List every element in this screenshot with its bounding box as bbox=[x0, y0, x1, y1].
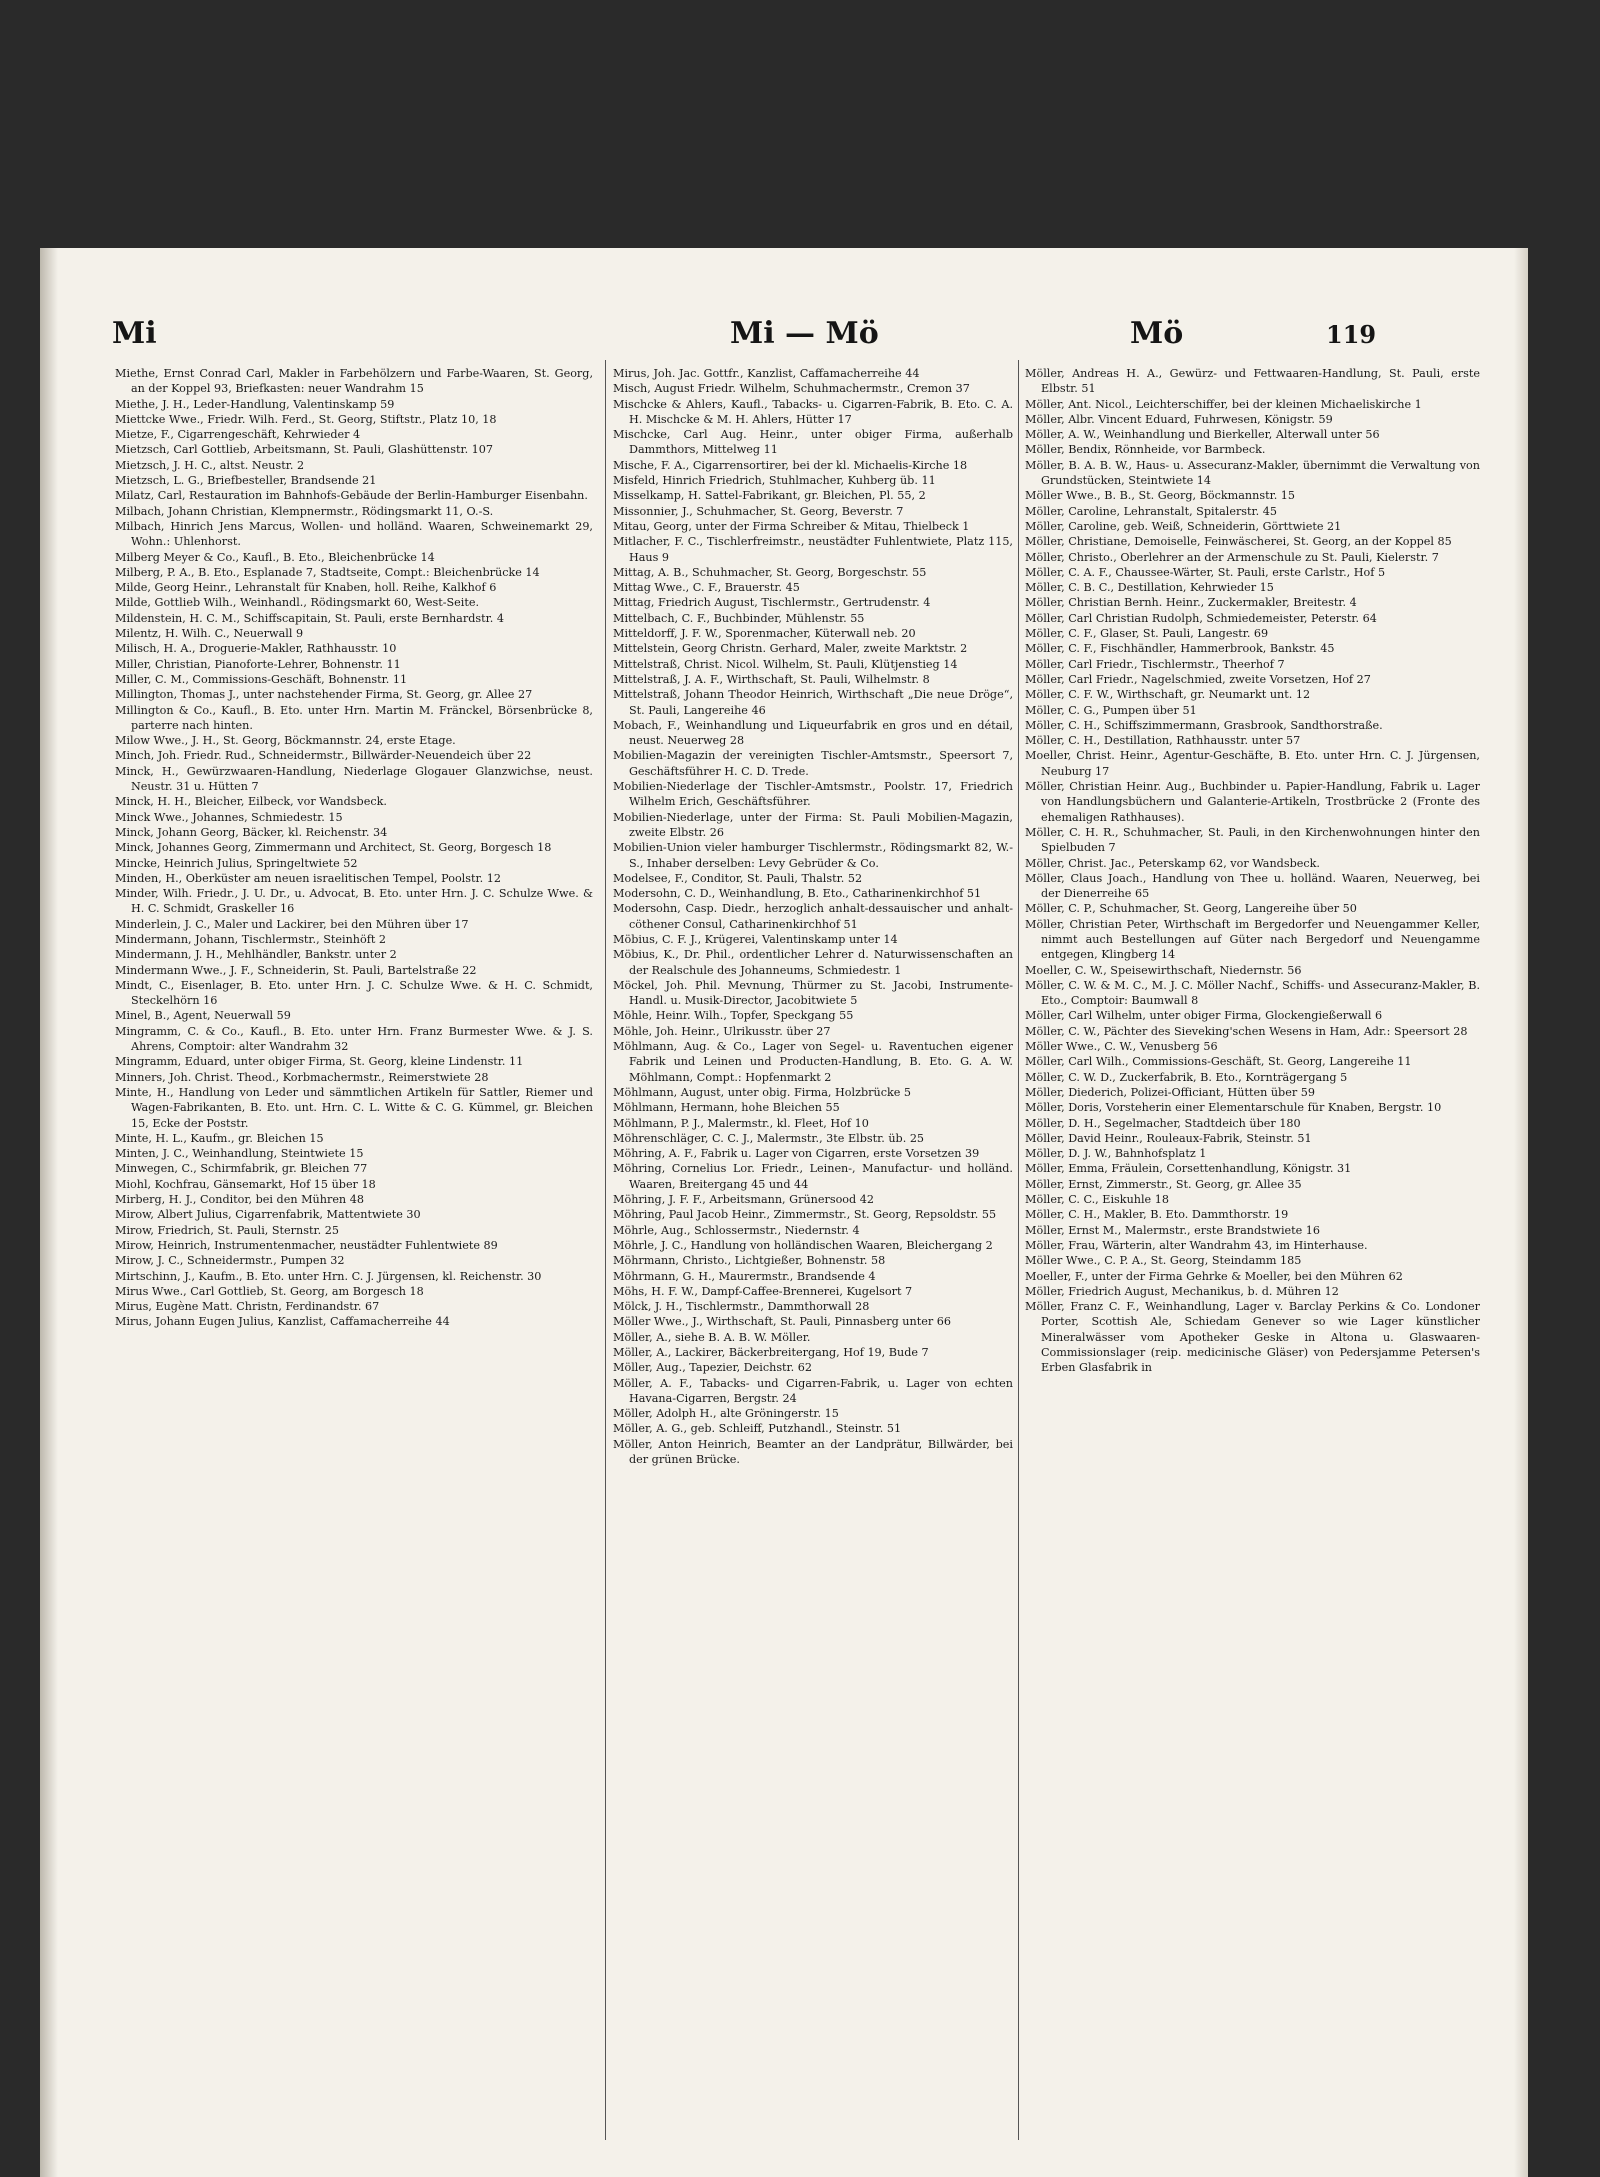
directory-entry: Möller, Christo., Oberlehrer an der Armenschule zu St. Pauli, Kielerstr. 7 bbox=[1025, 550, 1439, 564]
directory-entry: Möller, Carl Friedr., Nagelschmied, zweite Vorsetzen, Hof 27 bbox=[1025, 672, 1371, 686]
directory-entry: Mincke, Heinrich Julius, Springeltwiete 52 bbox=[115, 856, 358, 870]
directory-entry: Minwegen, C., Schirmfabrik, gr. Bleichen 77 bbox=[115, 1162, 368, 1176]
directory-entry: Möller Wwe., B. B., St. Georg, Böckmannstr. 15 bbox=[1025, 489, 1296, 503]
directory-entry: Mitteldorff, J. F. W., Sporenmacher, Küterwall neb. 20 bbox=[613, 627, 916, 641]
directory-entry: Möller, Christiane, Demoiselle, Feinwäscherei, St. Georg, an der Koppel 85 bbox=[1025, 535, 1452, 549]
directory-entry: Mildenstein, H. C. M., Schiffscapitain, St. Pauli, erste Bernhardstr. 4 bbox=[115, 611, 504, 625]
directory-entry: Möller, Carl Wilhelm, unter obiger Firma, Glockengießerwall 6 bbox=[1025, 1009, 1383, 1023]
directory-entry: Möller, A., siehe B. A. B. W. Möller. bbox=[613, 1330, 811, 1344]
directory-entry: Mitau, Georg, unter der Firma Schreiber & Mitau, Thielbeck 1 bbox=[613, 519, 970, 533]
directory-entry: Möller Wwe., C. W., Venusberg 56 bbox=[1025, 1040, 1218, 1054]
directory-entry: Möller, Caroline, geb. Weiß, Schneiderin, Görttwiete 21 bbox=[1025, 519, 1342, 533]
directory-entry: Mittelbach, C. F., Buchbinder, Mühlenstr. 55 bbox=[613, 611, 865, 625]
directory-entry: Mobilien-Magazin der vereinigten Tischler-Amtsmstr., Speersort 7, Geschäftsführer H. C. D. Trede. bbox=[613, 749, 1013, 778]
directory-entry: Möhlmann, P. J., Malermstr., kl. Fleet, Hof 10 bbox=[613, 1116, 869, 1130]
directory-entry: Möller, C. F. W., Wirthschaft, gr. Neumarkt unt. 12 bbox=[1025, 688, 1311, 702]
directory-entry: Mietzsch, L. G., Briefbesteller, Brandsende 21 bbox=[115, 474, 377, 488]
directory-entry: Möller, C. A. F., Chaussee-Wärter, St. Pauli, erste Carlstr., Hof 5 bbox=[1025, 565, 1386, 579]
directory-entry: Mischcke & Ahlers, Kaufl., Tabacks- u. Cigarren-Fabrik, B. Eto. C. A. H. Mischcke & M. H. Ahlers, Hütter 17 bbox=[613, 397, 1013, 426]
directory-entry: Möhrmann, G. H., Maurermstr., Brandsende 4 bbox=[613, 1269, 876, 1283]
directory-entry: Möhring, Paul Jacob Heinr., Zimmermstr., St. Georg, Repsoldstr. 55 bbox=[613, 1208, 997, 1222]
directory-entry: Mirow, Albert Julius, Cigarrenfabrik, Mattentwiete 30 bbox=[115, 1208, 421, 1222]
directory-entry: Möller, Ernst M., Malermstr., erste Brandstwiete 16 bbox=[1025, 1223, 1321, 1237]
directory-entry: Möller, Friedrich August, Mechanikus, b. d. Mühren 12 bbox=[1025, 1284, 1339, 1298]
directory-entry: Möller, Aug., Tapezier, Deichstr. 62 bbox=[613, 1361, 813, 1375]
directory-entry: Möhring, A. F., Fabrik u. Lager von Cigarren, erste Vorsetzen 39 bbox=[613, 1147, 980, 1161]
directory-entry: Mittelstraß, J. A. F., Wirthschaft, St. Pauli, Wilhelmstr. 8 bbox=[613, 672, 930, 686]
directory-entry: Möhs, H. F. W., Dampf-Caffee-Brennerei, Kugelsort 7 bbox=[613, 1284, 913, 1298]
directory-entry: Möhring, J. F. F., Arbeitsmann, Grünersood 42 bbox=[613, 1193, 875, 1207]
directory-entry: Minte, H., Handlung von Leder und sämmtlichen Artikeln für Sattler, Riemer und Wagen-Fabrikanten, B. Eto. unt. Hrn. C. L. Witte & C. G. Kümmel, gr. Bleichen 15, Ecke der Poststr. bbox=[115, 1085, 593, 1130]
directory-entry: Moeller, Christ. Heinr., Agentur-Geschäfte, B. Eto. unter Hrn. C. J. Jürgensen, Neuburg 17 bbox=[1025, 749, 1480, 778]
directory-entry: Möbius, K., Dr. Phil., ordentlicher Lehrer d. Naturwissenschaften an der Realschule des Johanneums, Schmiedestr. 1 bbox=[613, 948, 1013, 977]
directory-entry: Möller, Claus Joach., Handlung von Thee u. holländ. Waaren, Neuerweg, bei der Dienerreihe 65 bbox=[1025, 871, 1480, 901]
directory-entry: Möller, C. W. & M. C., M. J. C. Möller Nachf., Schiffs- und Assecuranz-Makler, B. Eto., Comptoir: Baumwall 8 bbox=[1025, 978, 1480, 1008]
directory-entry: Möller, Emma, Fräulein, Corsettenhandlung, Königstr. 31 bbox=[1025, 1162, 1352, 1176]
directory-entry: Minck, H. H., Bleicher, Eilbeck, vor Wandsbeck. bbox=[115, 795, 387, 809]
header-center-letters: Mi — Mö bbox=[730, 316, 879, 351]
directory-entry: Mitlacher, F. C., Tischlerfreimstr., neustädter Fuhlentwiete, Platz 115, Haus 9 bbox=[613, 535, 1013, 564]
directory-entry: Möller, A., Lackirer, Bäckerbreitergang, Hof 19, Bude 7 bbox=[613, 1346, 929, 1359]
directory-entry: Mirtschinn, J., Kaufm., B. Eto. unter Hrn. C. J. Jürgensen, kl. Reichenstr. 30 bbox=[115, 1269, 542, 1283]
directory-entry: Mischcke, Carl Aug. Heinr., unter obiger Firma, außerhalb Dammthors, Mittelweg 11 bbox=[613, 428, 1013, 457]
directory-entry: Millington, Thomas J., unter nachstehender Firma, St. Georg, gr. Allee 27 bbox=[115, 688, 533, 702]
directory-entry: Milentz, H. Wilh. C., Neuerwall 9 bbox=[115, 627, 304, 641]
column-divider bbox=[1018, 360, 1019, 2140]
directory-entry: Mindermann, J. H., Mehlhändler, Bankstr. unter 2 bbox=[115, 948, 397, 962]
directory-entry: Mische, F. A., Cigarrensortirer, bei der kl. Michaelis-Kirche 18 bbox=[613, 458, 968, 472]
directory-entry: Mittelstein, Georg Christn. Gerhard, Maler, zweite Marktstr. 2 bbox=[613, 642, 968, 656]
directory-entry: Möller, Anton Heinrich, Beamter an der Landprätur, Billwärder, bei der grünen Brücke. bbox=[613, 1437, 1013, 1467]
book-page bbox=[40, 248, 1528, 2177]
page-number: 119 bbox=[1326, 320, 1377, 349]
directory-entry: Möller, C. P., Schuhmacher, St. Georg, Langereihe über 50 bbox=[1025, 902, 1357, 916]
directory-entry: Mittag, Friedrich August, Tischlermstr., Gertrudenstr. 4 bbox=[613, 596, 931, 610]
directory-entry: Mobilien-Niederlage, unter der Firma: St. Pauli Mobilien-Magazin, zweite Elbstr. 26 bbox=[613, 810, 1013, 839]
directory-entry: Mietzsch, Carl Gottlieb, Arbeitsmann, St. Pauli, Glashüttenstr. 107 bbox=[115, 443, 494, 457]
directory-entry: Moeller, F., unter der Firma Gehrke & Moeller, bei den Mühren 62 bbox=[1025, 1269, 1403, 1283]
directory-entry: Mirow, Friedrich, St. Pauli, Sternstr. 25 bbox=[115, 1223, 339, 1237]
directory-entry: Möhle, Joh. Heinr., Ulrikusstr. über 27 bbox=[613, 1024, 831, 1038]
directory-entry: Minch, Joh. Friedr. Rud., Schneidermstr., Billwärder-Neuendeich über 22 bbox=[115, 749, 532, 763]
directory-entry: Modersohn, Casp. Diedr., herzoglich anhalt-dessauischer und anhalt-cöthener Consul, Catharinenkirchhof 51 bbox=[613, 902, 1013, 931]
directory-entry: Milberg, P. A., B. Eto., Esplanade 7, Stadtseite, Compt.: Bleichenbrücke 14 bbox=[115, 565, 540, 579]
directory-entry: Miettcke Wwe., Friedr. Wilh. Ferd., St. Georg, Stiftstr., Platz 10, 18 bbox=[115, 412, 497, 426]
directory-entry: Mölck, J. H., Tischlermstr., Dammthorwall 28 bbox=[613, 1300, 870, 1314]
directory-entry: Möller, Albr. Vincent Eduard, Fuhrwesen, Königstr. 59 bbox=[1025, 412, 1333, 426]
directory-entry: Möller, A. W., Weinhandlung und Bierkeller, Alterwall unter 56 bbox=[1025, 428, 1380, 442]
directory-entry: Möhrle, J. C., Handlung von holländischen Waaren, Bleichergang 2 bbox=[613, 1238, 993, 1252]
directory-entry: Mindt, C., Eisenlager, B. Eto. unter Hrn. J. C. Schulze Wwe. & H. C. Schmidt, Steckelhörn 16 bbox=[115, 978, 593, 1008]
directory-entry: Milisch, H. A., Droguerie-Makler, Rathhausstr. 10 bbox=[115, 642, 397, 656]
directory-entry: Miller, C. M., Commissions-Geschäft, Bohnenstr. 11 bbox=[115, 672, 408, 686]
directory-entry: Möhrenschläger, C. C. J., Malermstr., 3te Elbstr. üb. 25 bbox=[613, 1131, 925, 1145]
directory-entry: Möller, Carl Wilh., Commissions-Geschäft, St. Georg, Langereihe 11 bbox=[1025, 1055, 1412, 1069]
directory-entry: Möller, David Heinr., Rouleaux-Fabrik, Steinstr. 51 bbox=[1025, 1131, 1312, 1145]
directory-entry: Möhring, Cornelius Lor. Friedr., Leinen-, Manufactur- und holländ. Waaren, Breitergang 45 und 44 bbox=[613, 1162, 1013, 1191]
directory-entry: Milow Wwe., J. H., St. Georg, Böckmannstr. 24, erste Etage. bbox=[115, 734, 456, 748]
directory-entry: Mittag Wwe., C. F., Brauerstr. 45 bbox=[613, 581, 800, 595]
directory-entry: Möller, A. F., Tabacks- und Cigarren-Fabrik, u. Lager von echten Havana-Cigarren, Bergstr. 24 bbox=[613, 1376, 1013, 1405]
directory-entry: Mittelstraß, Christ. Nicol. Wilhelm, St. Pauli, Klütjenstieg 14 bbox=[613, 657, 958, 671]
directory-entry: Miethe, Ernst Conrad Carl, Makler in Farbehölzern und Farbe-Waaren, St. Georg, an der Koppel 93, Briefkasten: neuer Wandrahm 15 bbox=[115, 367, 593, 396]
directory-entry: Modelsee, F., Conditor, St. Pauli, Thalstr. 52 bbox=[613, 871, 863, 885]
directory-entry: Möller, A. G., geb. Schleiff, Putzhandl., Steinstr. 51 bbox=[613, 1422, 902, 1436]
directory-entry: Mobach, F., Weinhandlung und Liqueurfabrik en gros und en détail, neust. Neuerweg 28 bbox=[613, 718, 1013, 748]
directory-entry: Miethe, J. H., Leder-Handlung, Valentinskamp 59 bbox=[115, 397, 395, 411]
directory-entry: Möller, Christ. Jac., Peterskamp 62, vor Wandsbeck. bbox=[1025, 856, 1320, 870]
directory-entry: Möller, Bendix, Rönnheide, vor Barmbeck. bbox=[1025, 443, 1266, 457]
directory-entry: Möller, Carl Friedr., Tischlermstr., Theerhof 7 bbox=[1025, 657, 1285, 671]
directory-entry: Mirus, Johann Eugen Julius, Kanzlist, Caffamacherreihe 44 bbox=[115, 1315, 450, 1329]
directory-entry: Minel, B., Agent, Neuerwall 59 bbox=[115, 1009, 291, 1023]
directory-entry: Minck Wwe., Johannes, Schmiedestr. 15 bbox=[115, 810, 343, 824]
directory-entry: Milbach, Johann Christian, Klempnermstr., Rödingsmarkt 11, O.-S. bbox=[115, 504, 494, 518]
directory-entry: Mirberg, H. J., Conditor, bei den Mühren 48 bbox=[115, 1193, 364, 1207]
directory-entry: Möhlmann, Hermann, hohe Bleichen 55 bbox=[613, 1101, 840, 1115]
directory-entry: Möller, C. H. R., Schuhmacher, St. Pauli, in den Kirchenwohnungen hinter den Spielbuden 7 bbox=[1025, 825, 1480, 855]
directory-entry: Möbius, C. F. J., Krügerei, Valentinskamp unter 14 bbox=[613, 932, 898, 946]
directory-entry: Milatz, Carl, Restauration im Bahnhofs-Gebäude der Berlin-Hamburger Eisenbahn. bbox=[115, 489, 588, 503]
directory-entry: Möller, Doris, Vorsteherin einer Elementarschule für Knaben, Bergstr. 10 bbox=[1025, 1101, 1442, 1115]
directory-entry: Möller, C. F., Glaser, St. Pauli, Langestr. 69 bbox=[1025, 627, 1269, 641]
directory-entry: Möller, Christian Bernh. Heinr., Zuckermakler, Breitestr. 4 bbox=[1025, 596, 1357, 610]
directory-column-2 bbox=[613, 366, 1013, 1467]
directory-entry: Möller, Caroline, Lehranstalt, Spitalerstr. 45 bbox=[1025, 504, 1277, 518]
directory-entry: Mirus, Eugène Matt. Christn, Ferdinandstr. 67 bbox=[115, 1300, 380, 1314]
directory-entry: Möller, Christian Peter, Wirthschaft im Bergedorfer und Neuengammer Keller, nimmt auch Bestellungen auf Güter nach Bergedorf und Neuengamme entgegen, Klingberg 14 bbox=[1025, 917, 1480, 962]
directory-entry: Mietzsch, J. H. C., altst. Neustr. 2 bbox=[115, 458, 305, 472]
directory-entry: Moeller, C. W., Speisewirthschaft, Niedernstr. 56 bbox=[1025, 963, 1302, 977]
directory-entry: Möhrle, Aug., Schlossermstr., Niedernstr. 4 bbox=[613, 1223, 860, 1237]
directory-entry: Miller, Christian, Pianoforte-Lehrer, Bohnenstr. 11 bbox=[115, 657, 401, 671]
directory-entry: Mindermann, Johann, Tischlermstr., Steinhöft 2 bbox=[115, 932, 387, 946]
directory-entry: Minden, H., Oberküster am neuen israelitischen Tempel, Poolstr. 12 bbox=[115, 871, 501, 885]
directory-entry: Misch, August Friedr. Wilhelm, Schuhmachermstr., Cremon 37 bbox=[613, 382, 970, 396]
directory-column-3 bbox=[1025, 366, 1480, 1376]
directory-entry: Minck, H., Gewürzwaaren-Handlung, Niederlage Glogauer Glanzwichse, neust. Neustr. 31 u. Hütten 7 bbox=[115, 764, 593, 794]
directory-entry: Miohl, Kochfrau, Gänsemarkt, Hof 15 über 18 bbox=[115, 1177, 376, 1191]
directory-entry: Möller, C. W. D., Zuckerfabrik, B. Eto., Kornträgergang 5 bbox=[1025, 1070, 1348, 1084]
directory-entry: Mirus, Joh. Jac. Gottfr., Kanzlist, Caffamacherreihe 44 bbox=[613, 367, 920, 380]
directory-entry: Möller, D. J. W., Bahnhofsplatz 1 bbox=[1025, 1147, 1207, 1161]
directory-entry: Möller, Frau, Wärterin, alter Wandrahm 43, im Hinterhause. bbox=[1025, 1238, 1368, 1252]
directory-entry: Mittelstraß, Johann Theodor Heinrich, Wirthschaft „Die neue Dröge“, St. Pauli, Langereihe 46 bbox=[613, 688, 1013, 717]
directory-entry: Möckel, Joh. Phil. Mevnung, Thürmer zu St. Jacobi, Instrumente-Handl. u. Musik-Director, Jacobitwiete 5 bbox=[613, 978, 1013, 1008]
directory-entry: Möller, Ernst, Zimmerstr., St. Georg, gr. Allee 35 bbox=[1025, 1177, 1302, 1191]
directory-entry: Mirow, J. C., Schneidermstr., Pumpen 32 bbox=[115, 1254, 345, 1268]
directory-entry: Mingramm, Eduard, unter obiger Firma, St. Georg, kleine Lindenstr. 11 bbox=[115, 1055, 524, 1069]
directory-entry: Mobilien-Union vieler hamburger Tischlermstr., Rödingsmarkt 82, W.-S., Inhaber derselben: Levy Gebrüder & Co. bbox=[613, 841, 1013, 870]
directory-entry: Millington & Co., Kaufl., B. Eto. unter Hrn. Martin M. Fränckel, Börsenbrücke 8, parterre nach hinten. bbox=[115, 703, 593, 732]
directory-entry: Mirow, Heinrich, Instrumentenmacher, neustädter Fuhlentwiete 89 bbox=[115, 1238, 498, 1252]
directory-entry: Minte, H. L., Kaufm., gr. Bleichen 15 bbox=[115, 1131, 324, 1145]
directory-entry: Möller, C. F., Fischhändler, Hammerbrook, Bankstr. 45 bbox=[1025, 642, 1335, 656]
directory-entry: Mittag, A. B., Schuhmacher, St. Georg, Borgeschstr. 55 bbox=[613, 565, 927, 579]
directory-entry: Minder, Wilh. Friedr., J. U. Dr., u. Advocat, B. Eto. unter Hrn. J. C. Schulze Wwe. & H. C. Schmidt, Graskeller 16 bbox=[115, 887, 593, 916]
directory-entry: Mirus Wwe., Carl Gottlieb, St. Georg, am Borgesch 18 bbox=[115, 1284, 424, 1298]
directory-entry: Minck, Johann Georg, Bäcker, kl. Reichenstr. 34 bbox=[115, 825, 388, 839]
directory-column-1 bbox=[115, 366, 593, 1330]
directory-entry: Mindermann Wwe., J. F., Schneiderin, St. Pauli, Bartelstraße 22 bbox=[115, 963, 477, 977]
directory-entry: Milberg Meyer & Co., Kaufl., B. Eto., Bleichenbrücke 14 bbox=[115, 550, 435, 564]
directory-entry: Möhlmann, August, unter obig. Firma, Holzbrücke 5 bbox=[613, 1085, 912, 1099]
directory-entry: Möller, Adolph H., alte Gröningerstr. 15 bbox=[613, 1407, 839, 1421]
directory-entry: Mobilien-Niederlage der Tischler-Amtsmstr., Poolstr. 17, Friedrich Wilhelm Erich, Geschäftsführer. bbox=[613, 780, 1013, 809]
directory-entry: Möller, Andreas H. A., Gewürz- und Fettwaaren-Handlung, St. Pauli, erste Elbstr. 51 bbox=[1025, 367, 1480, 396]
directory-entry: Minten, J. C., Weinhandlung, Steintwiete 15 bbox=[115, 1147, 364, 1161]
page-header bbox=[40, 316, 1528, 356]
directory-entry: Misfeld, Hinrich Friedrich, Stuhlmacher, Kuhberg üb. 11 bbox=[613, 474, 936, 488]
directory-entry: Minners, Joh. Christ. Theod., Korbmachermstr., Reimerstwiete 28 bbox=[115, 1070, 489, 1084]
directory-entry: Möller, C. H., Schiffszimmermann, Grasbrook, Sandthorstraße. bbox=[1025, 718, 1383, 732]
directory-entry: Möhle, Heinr. Wilh., Topfer, Speckgang 55 bbox=[613, 1009, 854, 1023]
directory-entry: Möhrmann, Christo., Lichtgießer, Bohnenstr. 58 bbox=[613, 1254, 886, 1268]
directory-entry: Möller, C. H., Makler, B. Eto. Dammthorstr. 19 bbox=[1025, 1208, 1289, 1222]
directory-entry: Möller, Franz C. F., Weinhandlung, Lager v. Barclay Perkins & Co. Londoner Porter, Scottish Ale, Schiedam Genever so wie Lager künstlicher Mineralwässer vom Apotheker Geske in Altona u. Glaswaaren-Commissionslager (reip. medicinische Gläser) von Pedersjamme Petersen's Erben Glasfabrik in bbox=[1025, 1300, 1480, 1375]
directory-entry: Möller, B. A. B. W., Haus- u. Assecuranz-Makler, übernimmt die Verwaltung von Grundstücken, Steintwiete 14 bbox=[1025, 458, 1480, 488]
directory-entry: Möhlmann, Aug. & Co., Lager von Segel- u. Raventuchen eigener Fabrik und Leinen und Producten-Handlung, B. Eto. G. A. W. Möhlmann, Compt.: Hopfenmarkt 2 bbox=[613, 1040, 1013, 1084]
directory-entry: Modersohn, C. D., Weinhandlung, B. Eto., Catharinenkirchhof 51 bbox=[613, 887, 982, 901]
directory-entry: Möller, C. C., Eiskuhle 18 bbox=[1025, 1193, 1169, 1207]
directory-entry: Milde, Gottlieb Wilh., Weinhandl., Rödingsmarkt 60, West-Seite. bbox=[115, 596, 480, 610]
directory-entry: Minck, Johannes Georg, Zimmermann und Architect, St. Georg, Borgesch 18 bbox=[115, 841, 552, 855]
directory-entry: Möller, C. H., Destillation, Rathhausstr. unter 57 bbox=[1025, 734, 1301, 748]
directory-entry: Möller, C. G., Pumpen über 51 bbox=[1025, 703, 1197, 717]
header-left-letters: Mi bbox=[112, 316, 157, 351]
directory-entry: Minderlein, J. C., Maler und Lackirer, bei den Mühren über 17 bbox=[115, 917, 469, 931]
column-divider bbox=[605, 360, 606, 2140]
directory-entry: Möller, Carl Christian Rudolph, Schmiedemeister, Peterstr. 64 bbox=[1025, 611, 1377, 625]
directory-entry: Möller, Diederich, Polizei-Officiant, Hütten über 59 bbox=[1025, 1085, 1315, 1099]
directory-entry: Misselkamp, H. Sattel-Fabrikant, gr. Bleichen, Pl. 55, 2 bbox=[613, 489, 926, 503]
directory-entry: Möller, Ant. Nicol., Leichterschiffer, bei der kleinen Michaeliskirche 1 bbox=[1025, 397, 1422, 411]
directory-entry: Milbach, Hinrich Jens Marcus, Wollen- und holländ. Waaren, Schweinemarkt 29, Wohn.: Uhlenhorst. bbox=[115, 519, 593, 549]
directory-entry: Möller, C. B. C., Destillation, Kehrwieder 15 bbox=[1025, 581, 1274, 595]
directory-entry: Milde, Georg Heinr., Lehranstalt für Knaben, holl. Reihe, Kalkhof 6 bbox=[115, 581, 497, 595]
directory-entry: Missonnier, J., Schuhmacher, St. Georg, Beverstr. 7 bbox=[613, 504, 904, 518]
header-right-letters: Mö bbox=[1130, 316, 1184, 351]
directory-entry: Mietze, F., Cigarrengeschäft, Kehrwieder 4 bbox=[115, 428, 361, 442]
directory-entry: Mingramm, C. & Co., Kaufl., B. Eto. unter Hrn. Franz Burmester Wwe. & J. S. Ahrens, Comptoir: alter Wandrahm 32 bbox=[115, 1024, 593, 1054]
directory-entry: Möller Wwe., C. P. A., St. Georg, Steindamm 185 bbox=[1025, 1254, 1302, 1268]
directory-entry: Möller, Christian Heinr. Aug., Buchbinder u. Papier-Handlung, Fabrik u. Lager von Handlungsbüchern und Galanterie-Artikeln, Trostbrücke 2 (Fronte des ehemaligen Rathhauses). bbox=[1025, 780, 1480, 824]
directory-entry: Möller, C. W., Pächter des Sieveking'schen Wesens in Ham, Adr.: Speersort 28 bbox=[1025, 1024, 1468, 1038]
directory-entry: Möller Wwe., J., Wirthschaft, St. Pauli, Pinnasberg unter 66 bbox=[613, 1315, 951, 1329]
directory-entry: Möller, D. H., Segelmacher, Stadtdeich über 180 bbox=[1025, 1116, 1301, 1130]
